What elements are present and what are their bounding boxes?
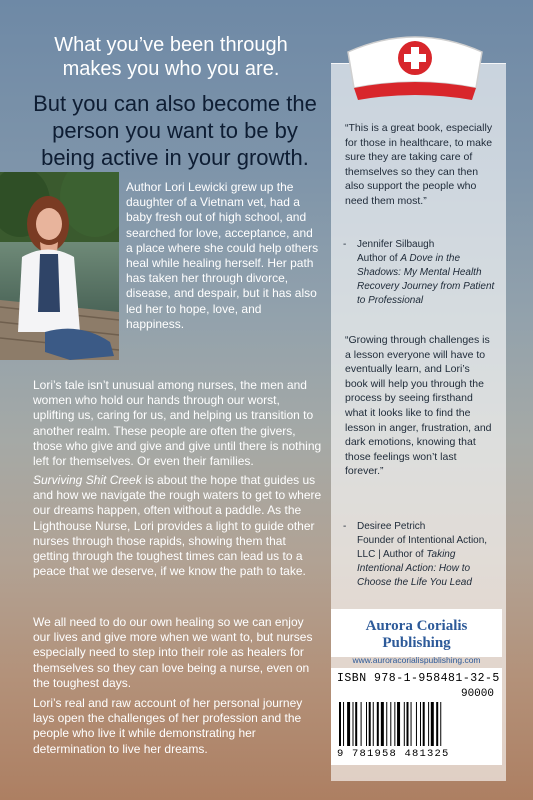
barcode-bar [420, 702, 421, 746]
barcode-bar [366, 702, 367, 746]
barcode-bar [397, 702, 400, 746]
barcode-bar [369, 702, 371, 746]
attribution-name: Desiree Petrich [357, 521, 426, 532]
barcode-bar [377, 702, 379, 746]
barcode-bar [416, 702, 417, 746]
book-title: Surviving Shit Creek [33, 473, 142, 487]
paragraph-2-text: is about the hope that guides us and how we navigate the rough waters to get to where our dreams happen, often without a paddle. As the Lighthouse Nurse, Lori provides a light to guide other nurses through those rapids, showing them that getting through the toughest times can lead us to a peace that we deserve, if we know the path to take. [33, 473, 322, 579]
testimonial-attribution-2 [343, 520, 503, 590]
headline-primary: What you’ve been through makes you who you are. [54, 34, 288, 80]
attribution-name: Jennifer Silbaugh [357, 239, 435, 250]
barcode-bar [361, 702, 362, 746]
barcode-bar [436, 702, 438, 746]
barcode-bar [339, 702, 341, 746]
barcode-bar [381, 702, 384, 746]
barcode-bar [355, 702, 357, 746]
barcode-bar [411, 702, 412, 746]
author-intro: Author Lori Lewicki grew up the daughter of a Vietnam vet, had a baby fresh out of high school, and searched for love, acceptance, and a place where she could help others heal while healing herself. Her path has taken her through divorce, disease, and despair, but it has also led her to hope, love, and happiness. [126, 180, 319, 331]
barcode-bar [431, 702, 434, 746]
barcode-bar [343, 702, 344, 746]
barcode-bar [423, 702, 425, 746]
barcode-bar [353, 702, 354, 746]
barcode-bar [386, 702, 387, 746]
publisher-logo [331, 609, 502, 665]
attribution-dash: - [343, 239, 347, 250]
isbn-barcode [331, 668, 502, 765]
description-paragraph-1: Lori’s tale isn’t unusual among nurses, the men and women who hold our hands through our worst, uplifting us, caring for us, and helping us transition to another realm. These people are often the givers, those who give and give and give until there is nothing left for themselves. Or even their families. [33, 378, 322, 469]
isbn-text: ISBN 978-1-958481-32-5 [337, 672, 500, 685]
barcode-bar [407, 702, 409, 746]
barcode-bar [390, 702, 391, 746]
attribution-role: Founder of Intentional Action, LLC | Author of Taking Intentional Action: How to Choose the Life You Lead [357, 535, 488, 588]
barcode-bar [428, 702, 429, 746]
attribution-dash: - [343, 521, 347, 532]
publisher-name: Aurora Corialis Publishing [365, 618, 468, 651]
attribution-role: Author of A Dove in the Shadows: My Mental Health Recovery Journey from Patient to Professional [357, 253, 495, 306]
testimonial-quote-1: “This is a great book, especially for those in healthcare, to make sure they are taking care of themselves so they can then also support the people who need them most.” [345, 122, 493, 207]
barcode-bar [404, 702, 405, 746]
description-paragraph-3: We all need to do our own healing so we can enjoy our lives and give more when we want to, but nurses especially need to step into their role as healers for themselves so they can love being a nurse, even on the toughest days. [33, 615, 313, 690]
publisher-url: www.auroracorialispublishing.com [352, 655, 481, 665]
barcode-bar [394, 702, 395, 746]
barcode-bar [373, 702, 374, 746]
author-photo [0, 172, 119, 360]
headline-secondary: But you can also become the person you want to be by being active in your growth. [33, 91, 317, 170]
description-paragraph-2 [33, 473, 323, 579]
barcode-number: 9 781958 481325 [337, 748, 450, 760]
description-paragraph-4: Lori’s real and raw account of her personal journey lays open the challenges of her profession and the people who live it while demonstrating her determination to live her dreams. [33, 696, 303, 756]
testimonial-quote-2: “Growing through challenges is a lesson everyone will have to eventually learn, and Lori’s book will help you through the process by seeing firsthand what it looks like to find the lesson in anger, frustration, and dark emotions, knowing that those feelings won’t last forever.” [345, 334, 492, 478]
testimonial-attribution-1 [343, 238, 503, 308]
barcode-bar [440, 702, 441, 746]
nurse-cap-icon [340, 20, 490, 110]
price-code: 90000 [460, 688, 494, 700]
barcode-bar [347, 702, 350, 746]
